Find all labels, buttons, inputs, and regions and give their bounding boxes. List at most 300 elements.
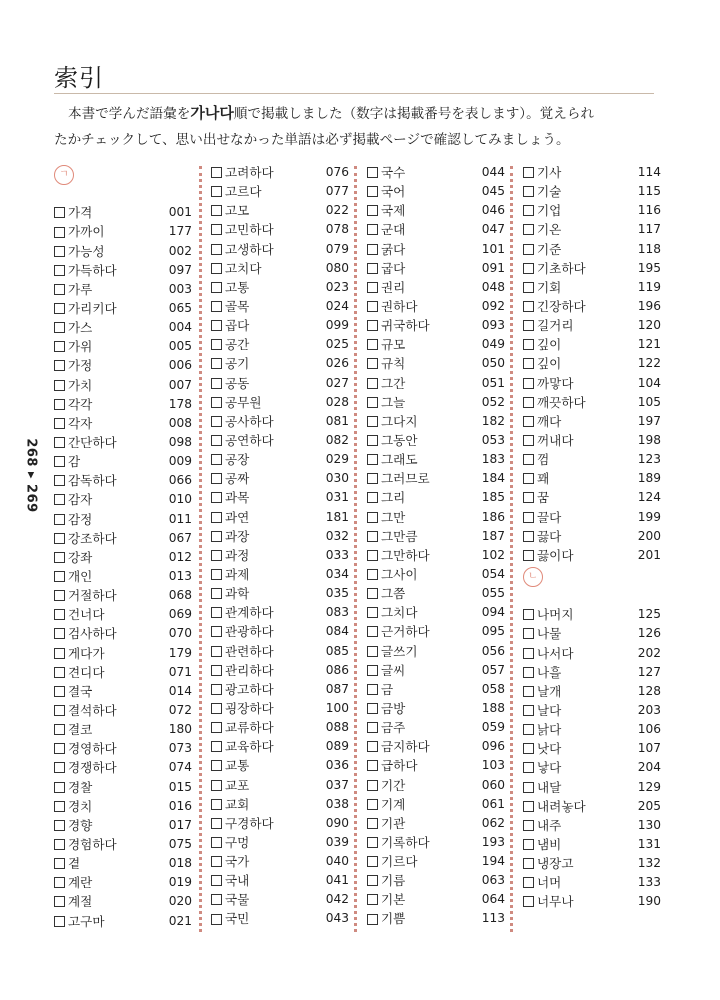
entry-checkbox[interactable] — [211, 263, 222, 274]
entry-checkbox[interactable] — [523, 896, 534, 907]
entry-checkbox[interactable] — [367, 722, 378, 733]
index-entry — [211, 603, 349, 622]
entry-checkbox[interactable] — [367, 588, 378, 599]
entry-word: 감독하다 — [68, 473, 117, 489]
entry-checkbox[interactable] — [367, 512, 378, 523]
entry-checkbox[interactable] — [523, 724, 534, 735]
index-entry — [523, 163, 661, 182]
index-entry — [367, 278, 505, 297]
entry-checkbox[interactable] — [367, 741, 378, 752]
entry-checkbox[interactable] — [211, 282, 222, 293]
entry-number: 089 — [325, 739, 349, 754]
index-entry — [523, 835, 661, 854]
entry-checkbox[interactable] — [211, 550, 222, 561]
index-entry — [367, 163, 505, 182]
entry-word: 그치다 — [381, 605, 418, 621]
entry-number: 029 — [325, 452, 349, 467]
entry-checkbox[interactable] — [523, 801, 534, 812]
entry-checkbox[interactable] — [211, 665, 222, 676]
entry-number: 048 — [481, 279, 505, 294]
entry-number: 102 — [481, 547, 505, 562]
entry-checkbox[interactable] — [54, 743, 65, 754]
entry-word: 낡다 — [537, 722, 562, 738]
entry-checkbox[interactable] — [211, 684, 222, 695]
entry-number: 095 — [481, 624, 505, 639]
entry-number: 072 — [168, 702, 192, 717]
index-entry — [367, 374, 505, 393]
entry-checkbox[interactable] — [367, 301, 378, 312]
entry-number: 044 — [481, 165, 505, 179]
entry-number: 086 — [325, 662, 349, 677]
entry-checkbox[interactable] — [523, 492, 534, 503]
entry-word: 과정 — [225, 547, 250, 563]
index-entry — [523, 297, 661, 316]
entry-word: 경향 — [68, 817, 93, 833]
entry-checkbox[interactable] — [54, 456, 65, 467]
entry-checkbox[interactable] — [211, 856, 222, 867]
entry-checkbox[interactable] — [211, 741, 222, 752]
entry-checkbox[interactable] — [367, 818, 378, 829]
entry-checkbox[interactable] — [367, 492, 378, 503]
entry-checkbox[interactable] — [523, 762, 534, 773]
entry-checkbox[interactable] — [523, 397, 534, 408]
index-entry — [523, 335, 661, 354]
index-entry — [523, 450, 661, 469]
entry-checkbox[interactable] — [367, 875, 378, 886]
entry-checkbox[interactable] — [523, 550, 534, 561]
entry-word: 끓다 — [537, 528, 562, 544]
entry-word: 관계하다 — [225, 605, 274, 621]
entry-word: 고모 — [225, 203, 250, 219]
entry-checkbox[interactable] — [54, 686, 65, 697]
entry-checkbox[interactable] — [523, 167, 534, 178]
entry-checkbox[interactable] — [211, 799, 222, 810]
page-numbers: 268 ▸ 269 — [23, 437, 39, 513]
entry-number: 024 — [325, 298, 349, 313]
entry-checkbox[interactable] — [367, 320, 378, 331]
entry-word: 가리키다 — [68, 301, 117, 316]
entry-number: 068 — [168, 588, 192, 603]
index-entry — [367, 335, 505, 354]
entry-checkbox[interactable] — [523, 435, 534, 446]
entry-number: 085 — [325, 643, 349, 658]
entry-word: 금지하다 — [381, 739, 430, 755]
entry-checkbox[interactable] — [54, 437, 65, 448]
index-entry — [367, 661, 505, 680]
entry-checkbox[interactable] — [211, 224, 222, 235]
index-entry — [54, 433, 192, 452]
entry-checkbox[interactable] — [367, 856, 378, 867]
entry-word: 가능성 — [68, 243, 105, 259]
entry-checkbox[interactable] — [54, 916, 65, 927]
entry-checkbox[interactable] — [367, 435, 378, 446]
entry-number: 059 — [481, 720, 505, 735]
entry-checkbox[interactable] — [523, 628, 534, 639]
entry-number: 050 — [481, 356, 505, 371]
entry-number: 106 — [637, 722, 661, 737]
entry-checkbox[interactable] — [367, 799, 378, 810]
entry-checkbox[interactable] — [367, 684, 378, 695]
entry-checkbox[interactable] — [367, 626, 378, 637]
entry-checkbox[interactable] — [54, 341, 65, 352]
entry-checkbox[interactable] — [523, 705, 534, 716]
entry-checkbox[interactable] — [367, 646, 378, 657]
index-entry — [211, 508, 349, 527]
entry-checkbox[interactable] — [54, 322, 65, 333]
entry-word: 길거리 — [537, 318, 574, 334]
entry-checkbox[interactable] — [523, 782, 534, 793]
section-letter-badge: ㄱ — [54, 165, 74, 185]
entry-checkbox[interactable] — [367, 339, 378, 350]
entry-checkbox[interactable] — [523, 858, 534, 869]
index-entry — [367, 546, 505, 565]
index-entry — [523, 220, 661, 239]
entry-number: 078 — [325, 222, 349, 237]
entry-checkbox[interactable] — [211, 397, 222, 408]
entry-checkbox[interactable] — [54, 475, 65, 486]
index-entry — [211, 890, 349, 909]
entry-word: 끓이다 — [537, 547, 574, 563]
entry-checkbox[interactable] — [54, 303, 65, 314]
entry-checkbox[interactable] — [211, 416, 222, 427]
entry-checkbox[interactable] — [523, 244, 534, 255]
entry-checkbox[interactable] — [367, 531, 378, 542]
entry-checkbox[interactable] — [211, 760, 222, 771]
entry-number: 194 — [481, 854, 505, 869]
entry-checkbox[interactable] — [211, 358, 222, 369]
entry-checkbox[interactable] — [54, 552, 65, 563]
intro-text — [54, 100, 658, 153]
entry-checkbox[interactable] — [523, 531, 534, 542]
index-entry — [54, 605, 192, 624]
entry-checkbox[interactable] — [523, 378, 534, 389]
index-entry — [211, 259, 349, 278]
entry-word: 국어 — [381, 184, 406, 200]
entry-word: 감 — [68, 454, 81, 470]
entry-checkbox[interactable] — [211, 780, 222, 791]
index-entry — [523, 682, 661, 701]
index-entry — [367, 890, 505, 909]
entry-number: 183 — [481, 452, 505, 467]
entry-checkbox[interactable] — [367, 607, 378, 618]
entry-checkbox[interactable] — [367, 837, 378, 848]
entry-checkbox[interactable] — [523, 648, 534, 659]
entry-checkbox[interactable] — [523, 820, 534, 831]
entry-word: 나흘 — [537, 664, 562, 680]
entry-checkbox[interactable] — [211, 818, 222, 829]
entry-checkbox[interactable] — [54, 360, 65, 371]
index-entry — [523, 892, 661, 911]
entry-number: 064 — [481, 892, 505, 907]
entry-checkbox[interactable] — [211, 512, 222, 523]
entry-checkbox[interactable] — [211, 167, 222, 178]
entry-checkbox[interactable] — [54, 801, 65, 812]
entry-checkbox[interactable] — [211, 339, 222, 350]
entry-checkbox[interactable] — [367, 282, 378, 293]
entry-checkbox[interactable] — [54, 648, 65, 659]
entry-checkbox[interactable] — [54, 609, 65, 620]
entry-checkbox[interactable] — [54, 839, 65, 850]
entry-checkbox[interactable] — [54, 227, 65, 238]
entry-word: 구경하다 — [225, 815, 274, 831]
entry-checkbox[interactable] — [54, 571, 65, 582]
entry-checkbox[interactable] — [367, 454, 378, 465]
entry-checkbox[interactable] — [211, 473, 222, 484]
entry-word: 기업 — [537, 203, 562, 219]
entry-word: 그만큼 — [381, 528, 418, 544]
entry-checkbox[interactable] — [523, 877, 534, 888]
entry-checkbox[interactable] — [54, 667, 65, 678]
entry-word: 가격 — [68, 205, 93, 221]
index-entry — [367, 431, 505, 450]
entry-word: 교통 — [225, 758, 250, 774]
entry-checkbox[interactable] — [54, 896, 65, 907]
entry-checkbox[interactable] — [211, 301, 222, 312]
entry-checkbox[interactable] — [523, 454, 534, 465]
entry-checkbox[interactable] — [523, 667, 534, 678]
entry-checkbox[interactable] — [211, 531, 222, 542]
entry-checkbox[interactable] — [54, 514, 65, 525]
entry-word: 냉장고 — [537, 856, 574, 872]
entry-number: 202 — [637, 645, 661, 660]
entry-word: 과목 — [225, 490, 250, 506]
entry-word: 규칙 — [381, 356, 406, 372]
entry-checkbox[interactable] — [54, 628, 65, 639]
entry-checkbox[interactable] — [54, 494, 65, 505]
entry-checkbox[interactable] — [54, 399, 65, 410]
entry-checkbox[interactable] — [211, 378, 222, 389]
entry-checkbox[interactable] — [211, 722, 222, 733]
entry-checkbox[interactable] — [211, 244, 222, 255]
entry-checkbox[interactable] — [211, 320, 222, 331]
entry-word: 골목 — [225, 298, 250, 314]
entry-word: 내려놓다 — [537, 798, 586, 814]
index-entry — [523, 797, 661, 816]
entry-checkbox[interactable] — [211, 875, 222, 886]
entry-checkbox[interactable] — [54, 590, 65, 601]
entry-checkbox[interactable] — [367, 205, 378, 216]
entry-checkbox[interactable] — [367, 263, 378, 274]
entry-checkbox[interactable] — [54, 533, 65, 544]
entry-word: 고생하다 — [225, 241, 274, 257]
entry-checkbox[interactable] — [211, 492, 222, 503]
index-entry — [211, 852, 349, 871]
index-entry — [367, 469, 505, 488]
entry-checkbox[interactable] — [367, 550, 378, 561]
index-entry — [211, 220, 349, 239]
index-entry — [523, 431, 661, 450]
entry-word: 과학 — [225, 586, 250, 602]
entry-word: 건너다 — [68, 607, 105, 623]
entry-checkbox[interactable] — [523, 358, 534, 369]
index-column-4 — [523, 163, 661, 912]
index-entry — [54, 567, 192, 586]
entry-number: 003 — [168, 281, 192, 296]
entry-checkbox[interactable] — [523, 282, 534, 293]
entry-checkbox[interactable] — [367, 760, 378, 771]
index-entry — [367, 776, 505, 795]
entry-word: 가득하다 — [68, 262, 117, 278]
entry-checkbox[interactable] — [523, 205, 534, 216]
entry-checkbox[interactable] — [367, 914, 378, 925]
entry-checkbox[interactable] — [523, 512, 534, 523]
entry-checkbox[interactable] — [523, 224, 534, 235]
entry-checkbox[interactable] — [523, 609, 534, 620]
index-entry — [367, 354, 505, 373]
entry-checkbox[interactable] — [211, 186, 222, 197]
index-entry — [367, 316, 505, 335]
index-entry — [211, 565, 349, 584]
entry-checkbox[interactable] — [211, 894, 222, 905]
entry-checkbox[interactable] — [211, 914, 222, 925]
entry-number: 023 — [325, 279, 349, 294]
entry-checkbox[interactable] — [367, 397, 378, 408]
entry-word: 게다가 — [68, 645, 105, 661]
entry-word: 기사 — [537, 165, 562, 180]
entry-checkbox[interactable] — [367, 416, 378, 427]
index-entry — [523, 182, 661, 201]
entry-checkbox[interactable] — [211, 205, 222, 216]
entry-checkbox[interactable] — [211, 703, 222, 714]
entry-word: 거절하다 — [68, 588, 117, 604]
entry-checkbox[interactable] — [367, 224, 378, 235]
entry-checkbox[interactable] — [367, 358, 378, 369]
index-entry — [367, 909, 505, 928]
entry-word: 굵다 — [381, 241, 406, 257]
entry-checkbox[interactable] — [54, 877, 65, 888]
entry-number: 107 — [637, 741, 661, 756]
entry-number: 103 — [481, 758, 505, 773]
entry-number: 091 — [481, 260, 505, 275]
entry-checkbox[interactable] — [54, 820, 65, 831]
index-entry — [211, 737, 349, 756]
entry-checkbox[interactable] — [211, 607, 222, 618]
entry-number: 040 — [325, 854, 349, 869]
entry-checkbox[interactable] — [523, 339, 534, 350]
entry-checkbox[interactable] — [54, 207, 65, 218]
entry-number: 028 — [325, 394, 349, 409]
entry-number: 084 — [325, 624, 349, 639]
entry-checkbox[interactable] — [54, 762, 65, 773]
entry-word: 금주 — [381, 720, 406, 736]
entry-checkbox[interactable] — [54, 724, 65, 735]
entry-checkbox[interactable] — [523, 320, 534, 331]
entry-checkbox[interactable] — [367, 378, 378, 389]
entry-number: 017 — [168, 817, 192, 832]
entry-checkbox[interactable] — [54, 380, 65, 391]
index-entry — [211, 622, 349, 641]
index-entry — [367, 508, 505, 527]
entry-word: 개인 — [68, 568, 93, 584]
entry-checkbox[interactable] — [211, 646, 222, 657]
entry-word: 내달 — [537, 779, 562, 795]
entry-checkbox[interactable] — [523, 839, 534, 850]
entry-checkbox[interactable] — [211, 454, 222, 465]
entry-word: 그러므로 — [381, 471, 430, 487]
index-entry — [523, 354, 661, 373]
entry-word: 기본 — [381, 892, 406, 908]
entry-checkbox[interactable] — [367, 473, 378, 484]
entry-checkbox[interactable] — [367, 569, 378, 580]
entry-checkbox[interactable] — [54, 265, 65, 276]
entry-number: 070 — [168, 626, 192, 641]
title-divider — [54, 93, 654, 94]
entry-checkbox[interactable] — [367, 665, 378, 676]
entry-word: 고려하다 — [225, 165, 274, 180]
entry-checkbox[interactable] — [211, 837, 222, 848]
entry-word: 경험하다 — [68, 836, 117, 852]
entry-number: 197 — [637, 413, 661, 428]
column-separator — [354, 166, 357, 932]
entry-checkbox[interactable] — [211, 588, 222, 599]
entry-word: 계란 — [68, 875, 93, 891]
entry-word: 경쟁하다 — [68, 760, 117, 776]
entry-checkbox[interactable] — [54, 284, 65, 295]
entry-number: 121 — [637, 337, 661, 352]
entry-word: 꽤 — [537, 471, 550, 487]
entry-checkbox[interactable] — [54, 418, 65, 429]
entry-checkbox[interactable] — [523, 743, 534, 754]
entry-checkbox[interactable] — [367, 780, 378, 791]
entry-number: 056 — [481, 643, 505, 658]
entry-number: 007 — [168, 377, 192, 392]
entry-number: 203 — [637, 702, 661, 717]
entry-checkbox[interactable] — [523, 263, 534, 274]
entry-checkbox[interactable] — [54, 705, 65, 716]
entry-checkbox[interactable] — [523, 301, 534, 312]
entry-checkbox[interactable] — [54, 246, 65, 257]
entry-number: 063 — [481, 873, 505, 888]
entry-word: 공연하다 — [225, 432, 274, 448]
index-entry — [54, 835, 192, 854]
index-entry — [54, 644, 192, 663]
entry-number: 061 — [481, 796, 505, 811]
index-entry — [523, 469, 661, 488]
entry-number: 184 — [481, 471, 505, 486]
index-entry — [211, 316, 349, 335]
entry-number: 054 — [481, 566, 505, 581]
entry-checkbox[interactable] — [211, 435, 222, 446]
entry-checkbox[interactable] — [367, 703, 378, 714]
entry-checkbox[interactable] — [523, 686, 534, 697]
entry-number: 178 — [168, 396, 192, 411]
entry-word: 그만하다 — [381, 547, 430, 563]
index-entry — [54, 624, 192, 643]
entry-checkbox[interactable] — [211, 626, 222, 637]
entry-checkbox[interactable] — [54, 782, 65, 793]
entry-checkbox[interactable] — [523, 416, 534, 427]
index-entry — [523, 240, 661, 259]
entry-word: 권하다 — [381, 298, 418, 314]
entry-checkbox[interactable] — [367, 894, 378, 905]
entry-word: 굽다 — [381, 260, 406, 276]
entry-number: 071 — [168, 664, 192, 679]
entry-checkbox[interactable] — [211, 569, 222, 580]
entry-checkbox[interactable] — [367, 244, 378, 255]
entry-checkbox[interactable] — [54, 858, 65, 869]
entry-checkbox[interactable] — [367, 167, 378, 178]
entry-number: 190 — [637, 894, 661, 909]
entry-word: 교회 — [225, 796, 250, 812]
entry-word: 국가 — [225, 854, 250, 870]
index-entry — [523, 873, 661, 892]
entry-number: 128 — [637, 683, 661, 698]
entry-checkbox[interactable] — [523, 473, 534, 484]
entry-number: 037 — [325, 777, 349, 792]
entry-checkbox[interactable] — [523, 186, 534, 197]
index-entry — [367, 852, 505, 871]
entry-checkbox[interactable] — [367, 186, 378, 197]
